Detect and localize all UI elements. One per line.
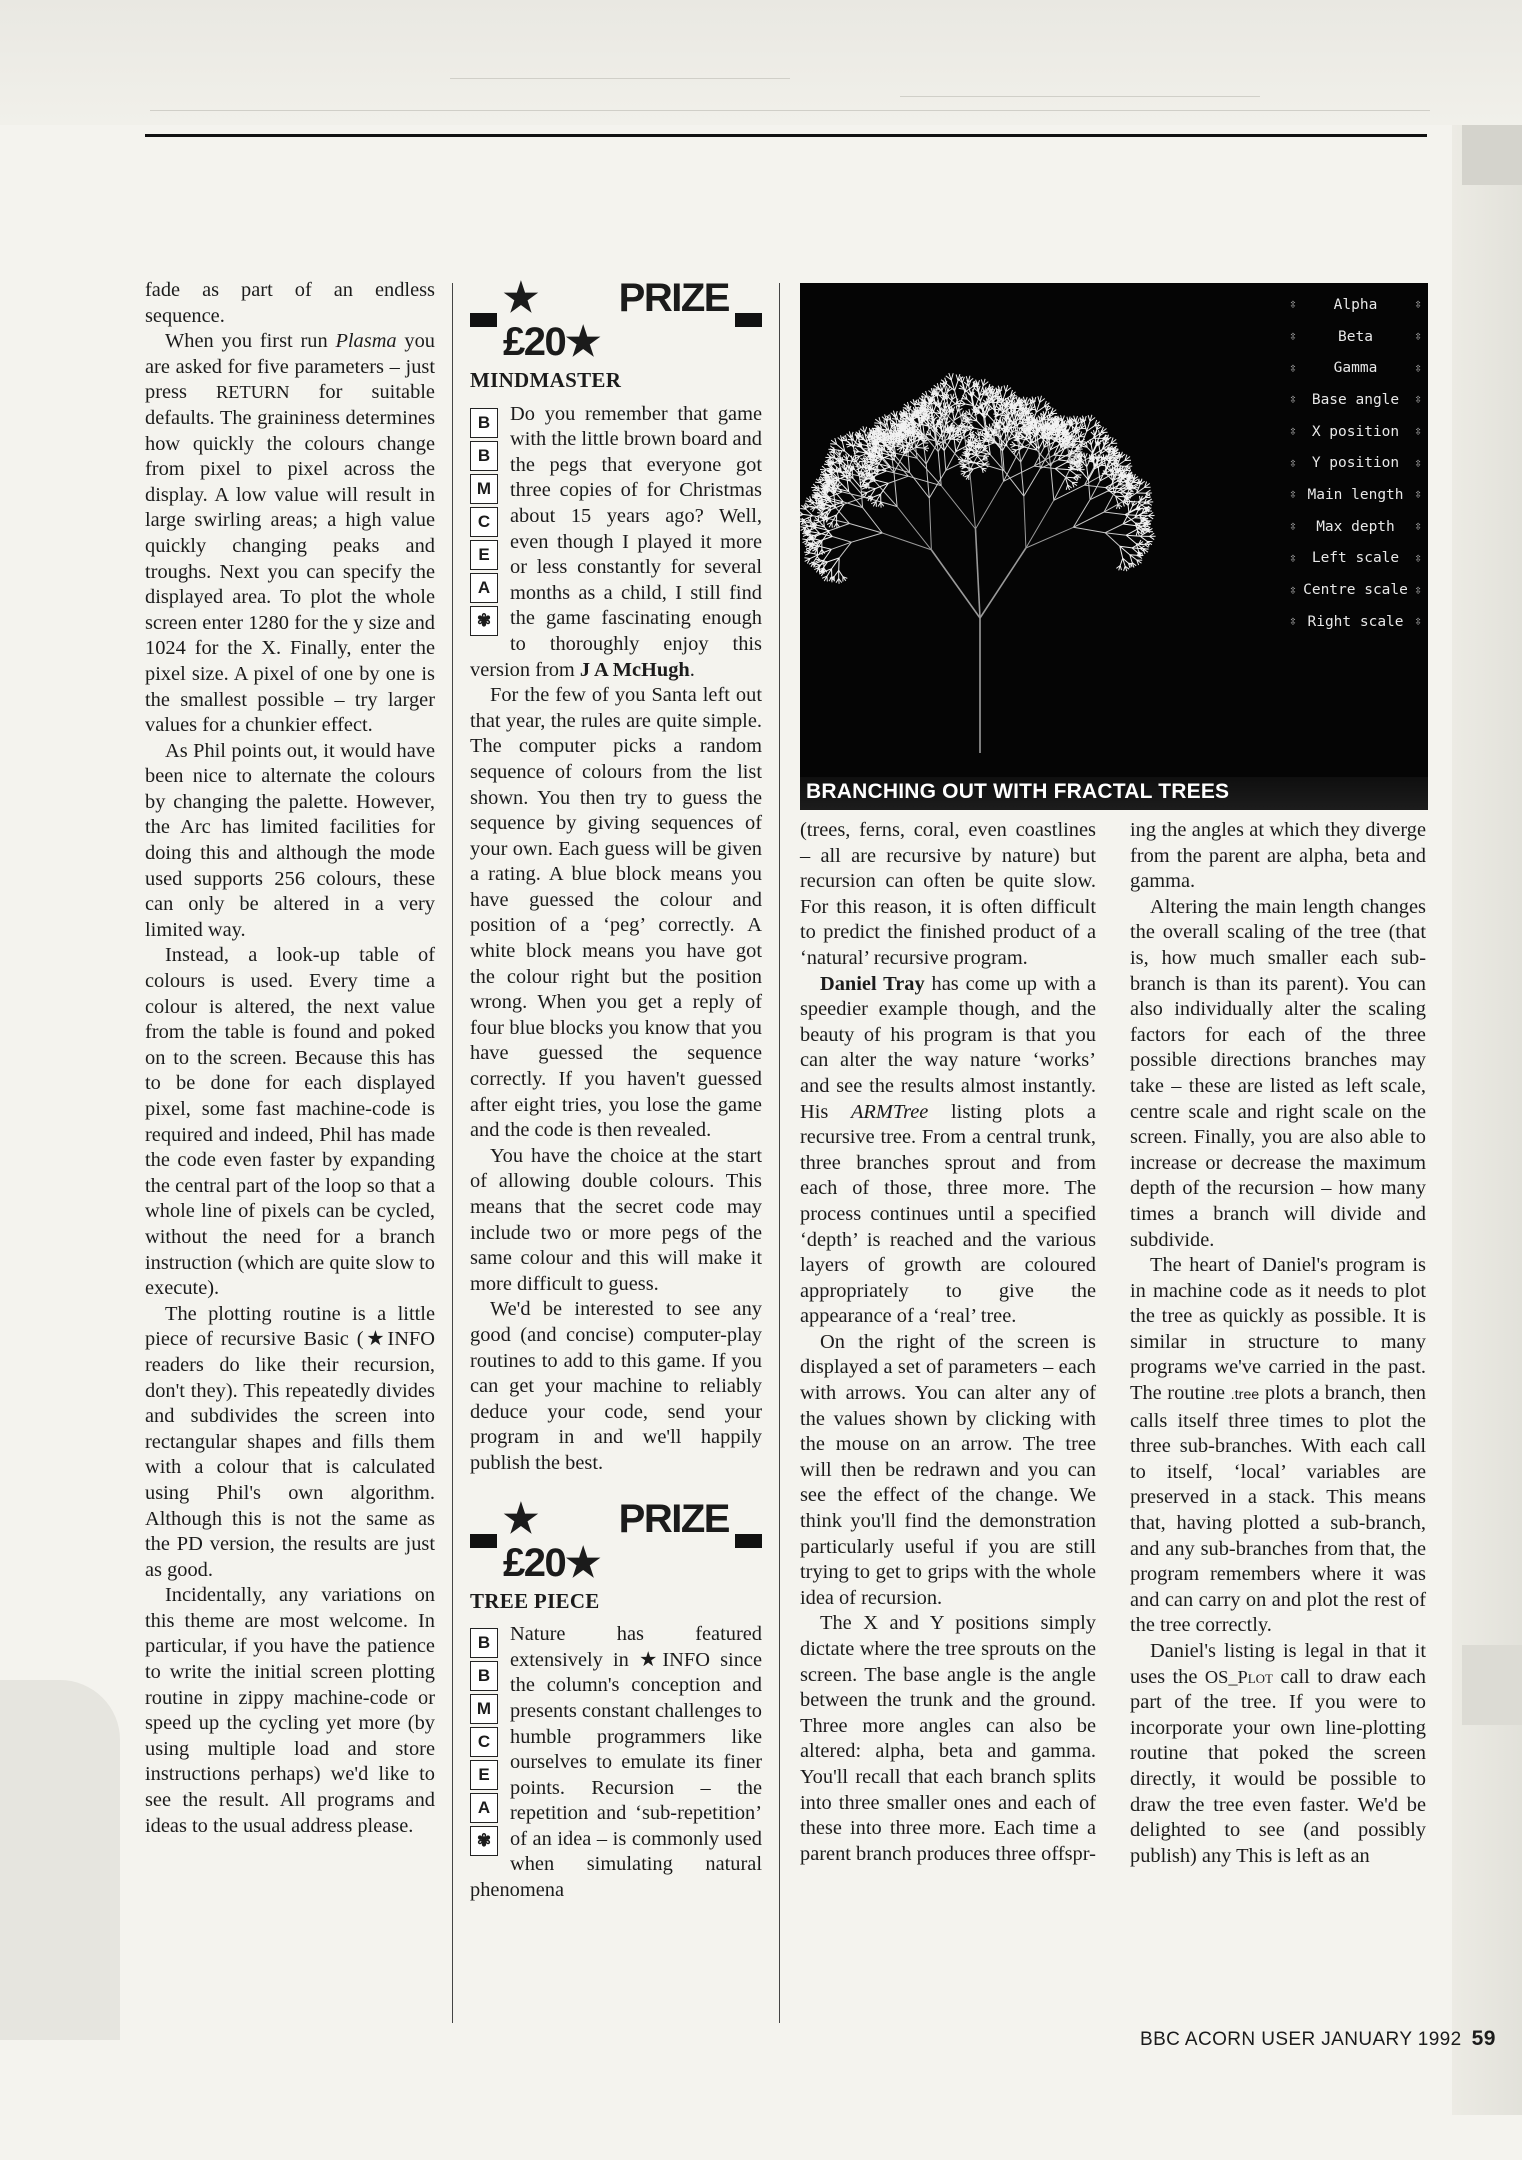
increase-arrow-icon[interactable]: ⇳ xyxy=(1414,614,1422,630)
tree-branch xyxy=(894,473,897,507)
tree-branch xyxy=(1128,506,1129,514)
tree-branch xyxy=(1139,544,1144,545)
figure-caption xyxy=(800,777,1428,810)
section-heading-mindmaster: MINDMASTER xyxy=(470,368,622,392)
logo-letter-block: B xyxy=(470,1661,498,1691)
bleed-rule xyxy=(450,78,790,79)
tree-branch xyxy=(1085,453,1087,458)
parameter-item[interactable] xyxy=(1283,321,1428,353)
tree-branch xyxy=(1055,462,1067,468)
caption-text: BRANCHING OUT WITH FRACTAL TREES xyxy=(806,780,1230,803)
tree-branch xyxy=(802,539,808,540)
tree-branch xyxy=(1138,529,1146,530)
paragraph: Daniel's listing is legal in that it uses the OS_Plot call to draw each part of the tree. If you were to incorporate your own line-plotting routine that poked the screen directly, it would be possible to draw the tree even faster. We'd be delighted to see (and possibly publish) any This is left as an xyxy=(1130,1640,1426,1867)
tree-branch xyxy=(1012,449,1017,450)
tree-branch xyxy=(941,486,975,529)
tree-branch xyxy=(1126,529,1138,535)
parameter-label: Main length xyxy=(1307,486,1404,503)
logo-letter-block: C xyxy=(470,1727,498,1757)
page-number: 59 xyxy=(1471,2027,1496,2050)
tree-branch xyxy=(951,373,953,380)
tree-branch xyxy=(1004,466,1035,481)
increase-arrow-icon[interactable]: ⇳ xyxy=(1414,550,1422,566)
parameter-label: Left scale xyxy=(1311,550,1400,567)
paragraph: Altering the main length changes the overall scaling of the tree (that is, how much smaller each sub-branch is than its parent). You can also individually alter the scaling factors for each of the three possible directions branches may take – these are listed as left scale, centre scale and right scale on the screen. Finally, you are also able to increase or decrease the maximum depth of the recursion – how many times a branch will divide and subdivide. xyxy=(1130,895,1426,1251)
parameter-label: X position xyxy=(1311,423,1400,440)
paragraph: The heart of Daniel's program is in machine code as it needs to plot the tree as quickly as possible. It is similar in structure to many programs we've carried in the past. The routine .tree plots a branch, then calls itself three times to plot the three sub-branches. With each call to itself, ‘local’ variables are preserved in a stack. This means that, having plotted a sub-branch, and any sub-branches from that, the program remembers where it was and can carry on and plot the rest of the tree correctly. xyxy=(1130,1254,1427,1637)
tree-branch xyxy=(1038,396,1040,402)
tree-branch xyxy=(1148,516,1153,519)
bleed-rule xyxy=(900,96,1260,97)
tree-branch xyxy=(1051,466,1054,500)
tree-branch xyxy=(806,548,811,549)
tree-branch xyxy=(1150,536,1155,539)
tree-branch xyxy=(1128,501,1130,505)
tree-branch xyxy=(1084,416,1086,422)
tree-branch xyxy=(817,528,830,531)
decrease-arrow-icon[interactable]: ⇳ xyxy=(1289,614,1297,630)
section-heading-tree-piece: TREE PIECE xyxy=(470,1588,600,1613)
paragraph: As Phil points out, it would have been nice to alternate the colours by changing the palette. However, the Arc has limited facilities for doing this and although the mode used supports 256 colours, these can only be altered in a very limited way. xyxy=(145,739,435,941)
paragraph: Incidentally, any variations on this theme are most welcome. In particular, if you have the patience to write the initial screen plotting routine in zippy machine-code or speed up the cycling yet more (by using multiple load and store instructions perhaps) we'd like to see the result. All programs and ideas to the usual address please. xyxy=(145,1584,435,1837)
tree-branch xyxy=(910,473,930,498)
banner-bar xyxy=(735,1534,762,1548)
tree-branch xyxy=(917,458,941,485)
tree-branch xyxy=(832,537,851,543)
tree-branch xyxy=(1054,485,1085,500)
paragraph: We'd be interested to see any good (and concise) computer-play routines to add to this game. If you can get your machine to reliably deduce your code, send your program in and we'll happily publish the best. xyxy=(470,1298,762,1474)
decrease-arrow-icon[interactable]: ⇳ xyxy=(1289,550,1297,566)
tree-branch xyxy=(861,492,867,493)
decrease-arrow-icon[interactable]: ⇳ xyxy=(1289,392,1297,408)
parameter-label: Y position xyxy=(1311,455,1400,472)
logo-letter-block: ✾ xyxy=(470,1826,498,1856)
parameter-menu xyxy=(1283,289,1428,638)
decrease-arrow-icon[interactable]: ⇳ xyxy=(1289,455,1297,471)
tree-branch xyxy=(839,570,843,576)
tree-branch xyxy=(849,524,882,534)
tree-branch xyxy=(929,498,931,550)
mindmaster-text xyxy=(470,402,762,1477)
parameter-item[interactable] xyxy=(1283,352,1428,384)
tree-branch xyxy=(1084,422,1086,432)
tree-branch xyxy=(1105,524,1123,533)
tree-branch xyxy=(1073,527,1105,532)
tree-branch xyxy=(916,447,924,448)
tree-branch xyxy=(1104,512,1125,515)
increase-arrow-icon[interactable]: ⇳ xyxy=(1414,424,1422,440)
tree-branch xyxy=(1004,385,1006,391)
adjacent-page-edge xyxy=(1452,125,1522,2115)
logo-letter-block: M xyxy=(470,1694,498,1724)
tree-branch xyxy=(888,476,908,483)
tree-branch xyxy=(1021,462,1024,496)
tree-branch xyxy=(1034,397,1036,403)
tree-branch xyxy=(1135,518,1143,519)
tree-branch xyxy=(980,548,1026,618)
tree-branch xyxy=(1088,415,1090,421)
bbmcea-logo xyxy=(470,408,502,639)
tree-branch xyxy=(1126,535,1140,536)
paragraph: Instead, a look-up table of colours is used. Every time a colour is altered, the next value from the table is found and poked on to the screen. Because this has to be done for each displayed pixel, some fast machine-code is required and indeed, Phil has made the code even faster by expanding the central part of the loop so that a whole line of pixels can be cycled, without the need for a branch instruction (which are quite slow to execute). xyxy=(145,944,435,1300)
parameter-label: Gamma xyxy=(1333,360,1378,377)
prize-label: ★PRIZE £20★ xyxy=(503,276,729,364)
tree-branch xyxy=(1024,496,1026,548)
tree-piece-text xyxy=(470,1622,762,1904)
paragraph: The plotting routine is a little piece of recursive Basic (★INFO readers do like their recursion, don't they). This repeatedly divides and subdivides the screen into rectangular shapes and fills them with a colour that is calculated using Phil's own algorithm. Although this is not the same as the PD version, the results are just as good. xyxy=(145,1302,435,1581)
parameter-item[interactable] xyxy=(1283,606,1428,638)
tree-branch xyxy=(804,558,810,559)
parameter-label: Max depth xyxy=(1316,518,1395,535)
bleed-rule xyxy=(150,110,1430,111)
tree-branch xyxy=(1034,403,1036,413)
logo-letter-block: E xyxy=(470,1760,498,1790)
tree-branch xyxy=(836,579,839,583)
prize-banner xyxy=(470,276,762,364)
tree-branch xyxy=(1087,459,1091,466)
tree-branch xyxy=(897,507,931,550)
paragraph: ing the angles at which they diverge from the parent are alpha, beta and gamma. xyxy=(1130,819,1426,893)
banner-bar xyxy=(735,313,762,327)
decrease-arrow-icon[interactable]: ⇳ xyxy=(1289,297,1297,313)
tree-branch xyxy=(961,471,966,472)
tree-branch xyxy=(976,481,1004,529)
tree-branch xyxy=(1098,468,1100,481)
increase-arrow-icon[interactable]: ⇳ xyxy=(1414,360,1422,376)
tree-branch xyxy=(1123,524,1135,526)
parameter-label: Alpha xyxy=(1333,296,1378,313)
tree-branch xyxy=(1088,469,1094,480)
paragraph: For the few of you Santa left out that year, the rules are quite simple. The computer picks a random sequence of colours from the list shown. You then try to guess the sequence by giving sequences of your own. Each guess will be given a rating. A blue block means you have guessed the colour and position of a ‘peg’ correctly. A white block means you have got the colour right but the position wrong. When you get a reply of four blue blocks you know that you have guessed the sequence correctly. If you haven't guessed after eight tries, you lose the game and the code is then revealed. xyxy=(470,684,762,1142)
tree-branch xyxy=(1091,440,1093,445)
top-rule xyxy=(145,134,1427,137)
paragraph: Daniel Tray has come up with a speedier example though, and the beauty of his program is that you can alter the way nature ‘works’ and see the results almost instantly. His ARMTree listing plots a recursive tree. From a central trunk, three branches sprout and from each of those, three more. The process continues until a specified ‘depth’ is reached and the various layers of growth are coloured appropriately to give the appearance of a ‘real’ tree. xyxy=(800,972,1096,1328)
tree-branch xyxy=(1026,500,1054,548)
decrease-arrow-icon[interactable]: ⇳ xyxy=(1289,519,1297,535)
tree-branch xyxy=(897,446,903,447)
tree-branch xyxy=(834,523,837,527)
prize-label: ★PRIZE £20★ xyxy=(503,1496,729,1585)
logo-letter-block: B xyxy=(470,441,498,471)
parameter-label: Centre scale xyxy=(1303,582,1408,599)
tree-branch xyxy=(1026,527,1074,548)
tree-branch xyxy=(876,480,889,483)
paragraph: fade as part of an endless sequence. xyxy=(145,279,435,327)
tree-branch xyxy=(1136,531,1137,536)
prize-banner xyxy=(470,1497,762,1585)
bleed-shape xyxy=(0,1680,120,2040)
tree-branch xyxy=(1120,558,1123,565)
tree-branch xyxy=(1004,449,1021,481)
bleed-through-area xyxy=(0,0,1522,125)
tree-branch xyxy=(1039,449,1041,469)
bbmcea-logo xyxy=(470,1628,502,1859)
tree-branch xyxy=(1004,471,1024,496)
increase-arrow-icon[interactable]: ⇳ xyxy=(1414,392,1422,408)
parameter-label: Beta xyxy=(1338,328,1373,345)
decrease-arrow-icon[interactable]: ⇳ xyxy=(1289,329,1297,345)
parameter-item[interactable] xyxy=(1283,384,1428,416)
tree-branch xyxy=(1054,468,1071,500)
tree-branch xyxy=(956,375,958,381)
tree-branch xyxy=(865,427,867,433)
paragraph: On the right of the screen is displayed a set of parameters – each with arrows. You can alter any of the values shown by clicking with the mouse on an arrow. The tree will then be redrawn and you can see the effect of the change. We think you'll find the demonstration particularly useful if you are still trying to get to grips with the whole idea of recursion. xyxy=(800,1330,1096,1609)
parameter-item[interactable] xyxy=(1283,574,1428,606)
tree-branch xyxy=(1072,441,1080,442)
decrease-arrow-icon[interactable]: ⇳ xyxy=(1289,582,1297,598)
parameter-item[interactable] xyxy=(1283,289,1428,321)
bleed-text xyxy=(430,46,436,72)
paragraph: The X and Y positions simply dictate where the tree sprouts on the screen. The base angle is the angle between the trunk and the ground. Three more angles can also be altered: alpha, beta and gamma. You'll recall that each branch splits into three smaller ones and each of these into three more. Each time a parent branch produces three offspr- xyxy=(800,1612,1096,1865)
column-1 xyxy=(145,278,435,1839)
paragraph: You have the choice at the start of allowing double colours. This means that the secret code may include two or more pegs of the same colour and this will make it more difficult to guess. xyxy=(470,1144,762,1295)
increase-arrow-icon[interactable]: ⇳ xyxy=(1414,455,1422,471)
increase-arrow-icon[interactable]: ⇳ xyxy=(1414,582,1422,598)
parameter-item[interactable] xyxy=(1283,479,1428,511)
logo-letter-block: A xyxy=(470,1793,498,1823)
increase-arrow-icon[interactable]: ⇳ xyxy=(1414,329,1422,345)
tree-branch xyxy=(863,508,883,533)
tree-branch xyxy=(851,533,882,542)
tree-branch xyxy=(1105,533,1120,547)
tree-branch xyxy=(1055,469,1069,470)
fractal-tree-screenshot xyxy=(800,283,1428,810)
logo-letter-block: ✾ xyxy=(470,606,498,636)
tree-branch xyxy=(1066,485,1068,490)
bleed-block xyxy=(1462,1645,1522,1725)
parameter-label: Base angle xyxy=(1311,391,1400,408)
tree-branch xyxy=(1000,386,1002,392)
tree-branch xyxy=(1099,445,1101,454)
tree-branch xyxy=(1085,485,1106,488)
paragraph: Do you remember that game with the little brown board and the pegs that everyone got three copies of for Christmas about 15 years ago? Well, even though I played it more or less constantly for several months as a child, I still find the game fascinating enough to thoroughly enjoy this version from J A McHugh. xyxy=(470,402,762,681)
parameter-label: Right scale xyxy=(1307,613,1404,630)
parameter-item[interactable] xyxy=(1283,511,1428,543)
tree-branch xyxy=(1055,469,1065,478)
logo-letter-block: E xyxy=(470,540,498,570)
banner-bar xyxy=(470,1534,497,1548)
tree-branch xyxy=(882,533,931,550)
tree-branch xyxy=(1126,535,1136,544)
logo-letter-block: M xyxy=(470,474,498,504)
tree-branch xyxy=(878,502,881,506)
tree-branch xyxy=(1105,533,1126,536)
page-footer xyxy=(1140,2027,1496,2051)
tree-branch xyxy=(800,519,804,520)
column-divider xyxy=(452,283,453,2023)
column-4 xyxy=(1130,818,1426,1869)
tree-branch xyxy=(953,412,955,421)
tree-branch xyxy=(970,471,976,530)
increase-arrow-icon[interactable]: ⇳ xyxy=(1414,519,1422,535)
banner-bar xyxy=(470,313,497,327)
tree-branch xyxy=(931,550,980,618)
tree-branch xyxy=(1124,566,1126,571)
tree-branch xyxy=(976,529,981,618)
decrease-arrow-icon[interactable]: ⇳ xyxy=(1289,424,1297,440)
footer-text: BBC ACORN USER JANUARY 1992 xyxy=(1140,2029,1462,2050)
tree-branch xyxy=(834,570,839,576)
tree-branch xyxy=(1069,470,1076,475)
decrease-arrow-icon[interactable]: ⇳ xyxy=(1289,360,1297,376)
logo-letter-block: B xyxy=(470,1628,498,1658)
increase-arrow-icon[interactable]: ⇳ xyxy=(1414,297,1422,313)
logo-letter-block: C xyxy=(470,507,498,537)
column-divider xyxy=(779,283,780,2023)
paragraph: (trees, ferns, coral, even coastlines – all are recursive by nature) but recursion can often be quite slow. For this reason, it is often difficult to predict the finished product of a ‘natural’ recursive program. xyxy=(800,819,1096,969)
parameter-item[interactable] xyxy=(1283,416,1428,448)
parameter-item[interactable] xyxy=(1283,447,1428,479)
tree-branch xyxy=(819,546,832,549)
tree-branch xyxy=(987,443,995,446)
tree-branch xyxy=(954,439,956,452)
tree-branch xyxy=(867,487,876,489)
tree-branch xyxy=(1140,536,1147,541)
bleed-block xyxy=(1462,125,1522,185)
parameter-item[interactable] xyxy=(1283,543,1428,575)
tree-branch xyxy=(908,476,941,486)
paragraph: Nature has featured extensively in ★INFO since the column's conception and presents constant challenges to humble programmers like ourselves to emulate its finer points. Recursion – the repetition and ‘sub-repetition’ of an idea – is commonly used when simulating natural phenomena xyxy=(470,1623,762,1902)
tree-branch xyxy=(955,381,958,391)
tree-branch xyxy=(962,377,964,383)
column-3 xyxy=(800,818,1096,1867)
column-2 xyxy=(470,278,762,1904)
logo-letter-block: A xyxy=(470,573,498,603)
paragraph: When you first run Plasma you are asked for five parameters – just press RETURN for suitable defaults. The graininess determines how quickly the colours change from pixel to pixel across the display. A low value will result in large swirling areas; a high value quickly changing peaks and troughs. Next you can specify the displayed area. To plot the whole screen enter 1280 for the y size and 1024 for the X. Finally, enter the pixel size. A pixel of one by one is the smallest possible – try larger values for a chunkier effect. xyxy=(145,330,435,737)
increase-arrow-icon[interactable]: ⇳ xyxy=(1414,487,1422,503)
tree-branch xyxy=(839,558,840,570)
logo-letter-block: B xyxy=(470,408,498,438)
tree-branch xyxy=(1024,469,1041,497)
tree-branch xyxy=(981,379,983,385)
tree-branch xyxy=(1062,416,1064,422)
tree-branch xyxy=(944,451,946,471)
decrease-arrow-icon[interactable]: ⇳ xyxy=(1289,487,1297,503)
